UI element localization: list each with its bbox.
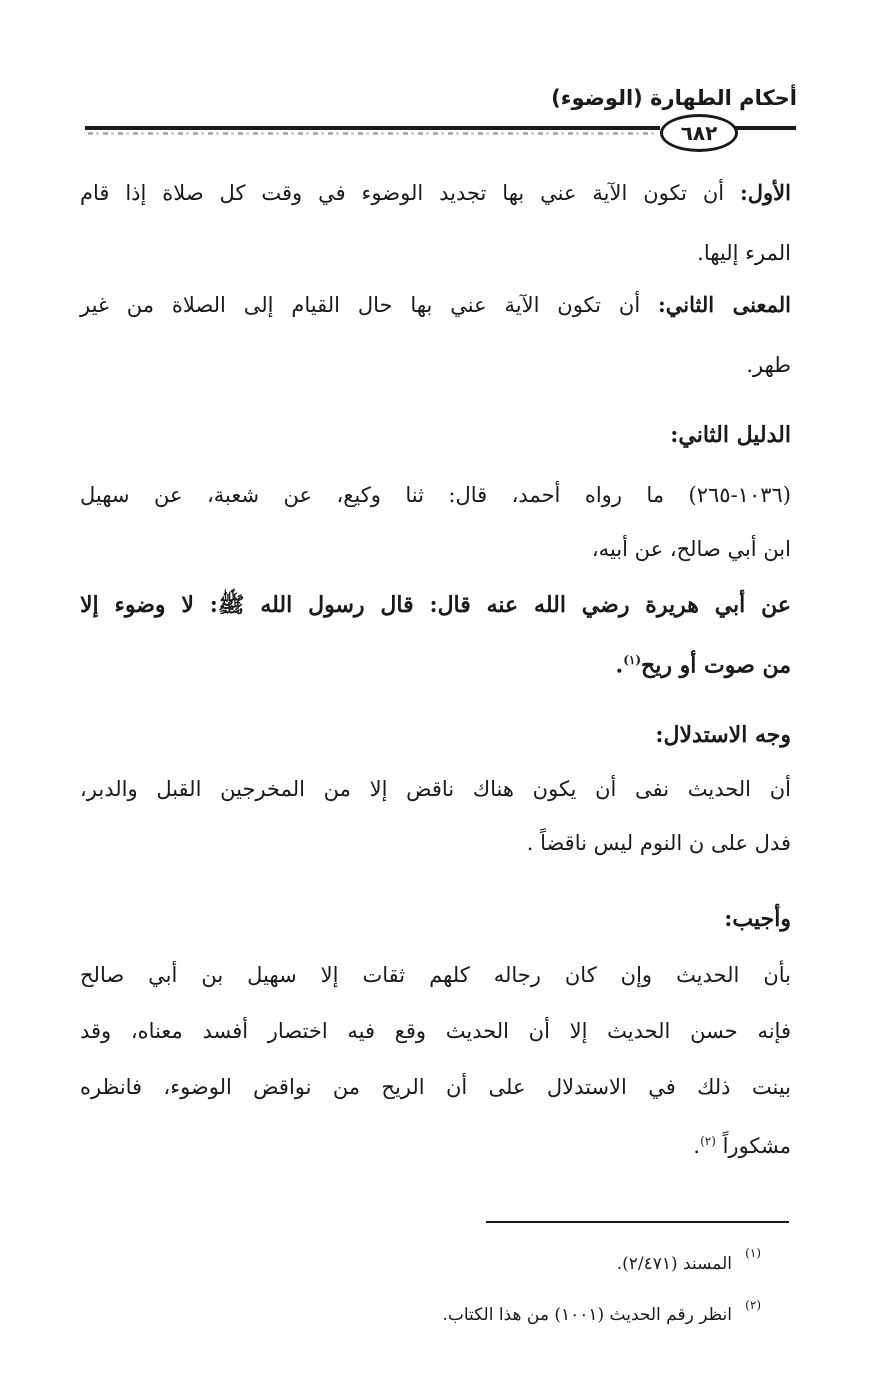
header-rule [85, 126, 660, 130]
header-rule-texture [88, 132, 658, 135]
page-number: ٦٨٢ [660, 114, 738, 152]
footnote-ref-2: (٢) [700, 1134, 716, 1148]
paragraph-first-meaning [80, 178, 791, 208]
isnad-line-2: ابن أبي صالح، عن أبيه، [591, 537, 791, 561]
reply-text-end: مشكوراً [722, 1134, 791, 1158]
hadith-text-line-1: عن أبي هريرة رضي الله عنه قال: قال رسول الله ﷺ: لا وضوء إلا [80, 592, 791, 618]
inference-line-2: فدل على ن النوم ليس ناقضاً . [526, 831, 791, 855]
heading-second-evidence: الدليل الثاني: [670, 422, 791, 448]
footnote-2-mark: (٢) [745, 1298, 761, 1312]
second-meaning-text-cont: طهر. [746, 353, 791, 377]
inference-line-1: أن الحديث نفى أن يكون هناك ناقض إلا من المخرجين القبل والدبر، [80, 777, 791, 801]
footnote-2-text: انظر رقم الحديث (١٠٠١) من هذا الكتاب. [442, 1305, 732, 1325]
footnote-1-text: المسند (٢/٤٧١). [616, 1254, 732, 1274]
second-meaning-label: المعنى الثاني: [658, 292, 791, 317]
footnote-1-mark: (١) [745, 1246, 761, 1260]
heading-inference: وجه الاستدلال: [655, 722, 791, 748]
hadith-text-end: من صوت أو ريح [641, 652, 791, 679]
header-rule-end [734, 126, 796, 130]
first-meaning-label: الأول: [740, 180, 791, 205]
hadith-text-line-2: من صوت أو ريح$^{(١)}$. [615, 652, 791, 679]
reply-line-4: مشكوراً $^{(٢)}$. [693, 1134, 791, 1158]
footnote-ref-1: (١) [623, 653, 642, 667]
reply-line-2: فإنه حسن الحديث إلا أن الحديث وقع فيه اختصار أفسد معناه، وقد [80, 1019, 791, 1043]
isnad-line-1: (١٠٣٦-٢٦٥) ما رواه أحمد، قال: ثنا وكيع، عن شعبة، عن سهيل [80, 483, 791, 507]
running-title: أحكام الطهارة (الوضوء) [551, 86, 797, 110]
first-meaning-text: أن تكون الآية عني بها تجديد الوضوء في وقت كل صلاة إذا قام [80, 181, 741, 205]
first-meaning-text-cont: المرء إليها. [697, 241, 791, 265]
reply-line-3: بينت ذلك في الاستدلال على أن الريح من نواقض الوضوء، فانظره [80, 1075, 791, 1099]
reply-line-1: بأن الحديث وإن كان رجاله كلهم ثقات إلا سهيل بن أبي صالح [80, 963, 791, 987]
footnote-separator [486, 1221, 789, 1223]
heading-reply: وأجيب: [724, 906, 791, 932]
paragraph-second-meaning [80, 290, 791, 320]
second-meaning-text: أن تكون الآية عني بها حال القيام إلى الصلاة من غير [80, 293, 659, 317]
